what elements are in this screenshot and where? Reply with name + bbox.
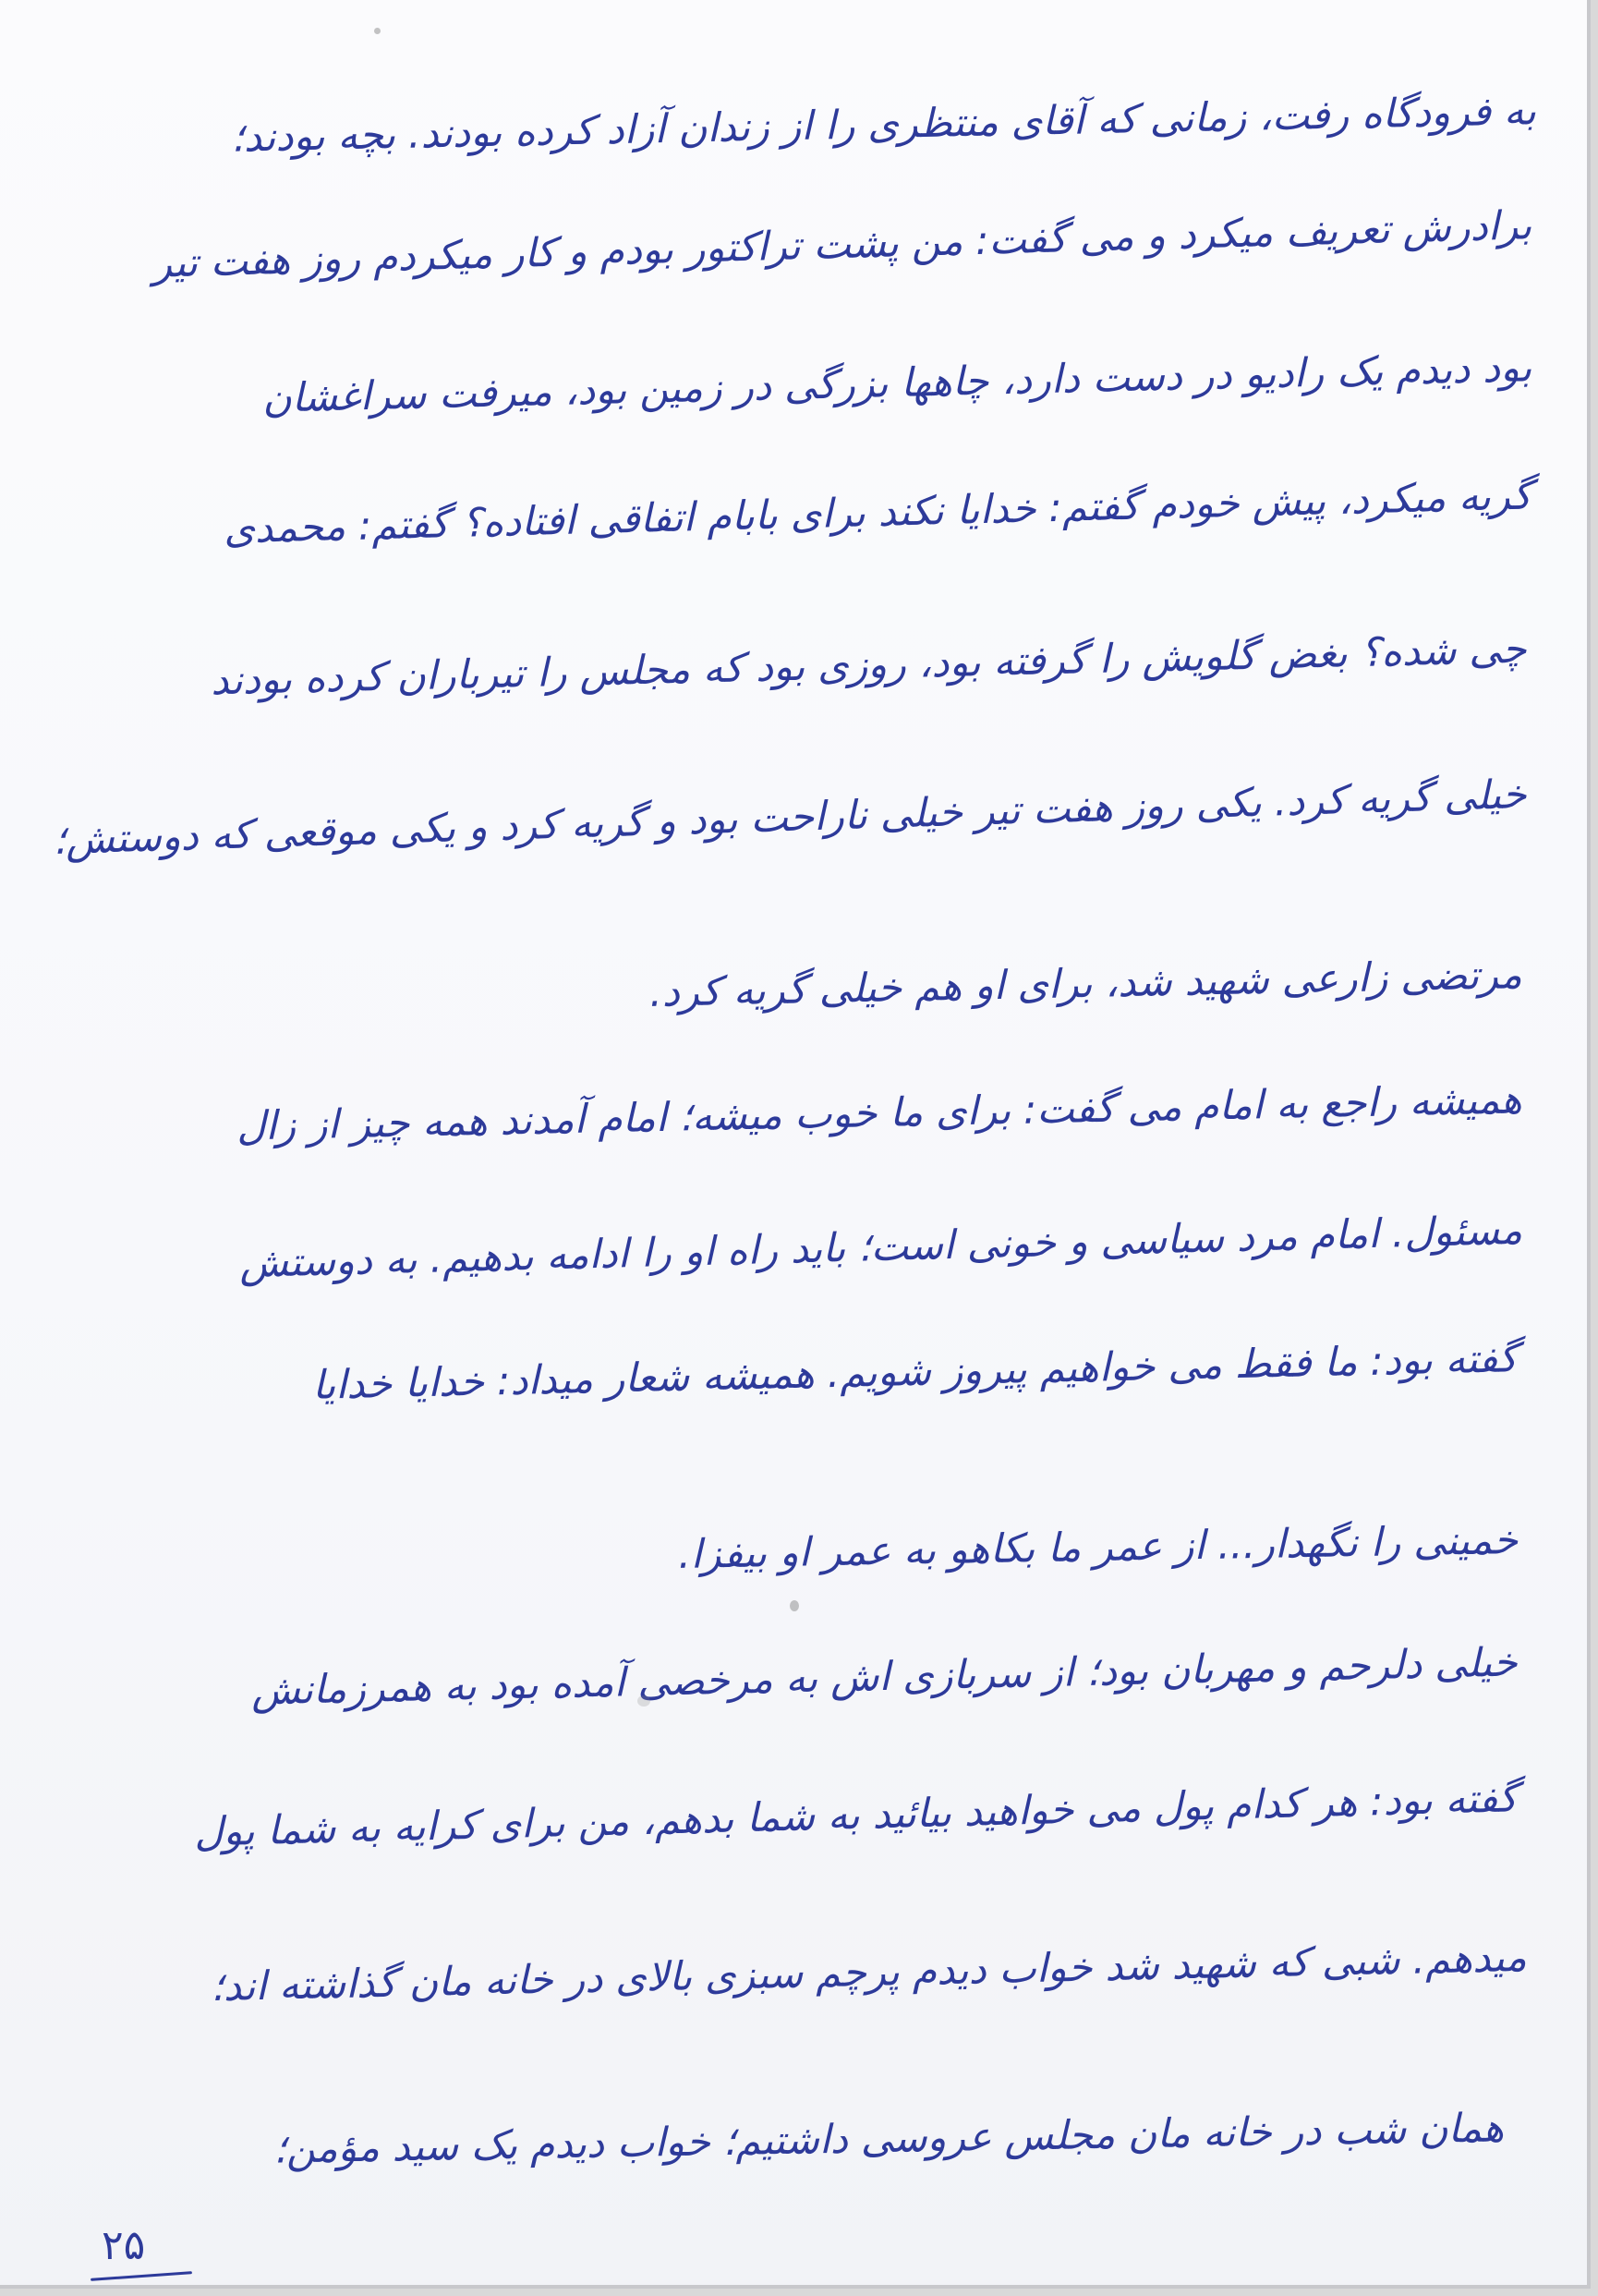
text-line-12: خیلی دلرحم و مهربان بود؛ از سربازی اش به مرخصی آمده بود به همرزمانش [250,1639,1519,1715]
text-line-9: مسئول. امام مرد سیاسی و خونی است؛ باید راه او را ادامه بدهیم. به دوستش [238,1207,1523,1288]
text-line-5: چی شده؟ بغض گلویش را گرفته بود، روزی بود که مجلس را تیرباران کرده بودند [210,626,1528,705]
text-line-10: گفته بود: ما فقط می خواهیم پیروز شویم. همیشه شعار میداد: خدایا خدایا [311,1335,1519,1409]
text-line-4: گریه میکرد، پیش خودم گفتم: خدایا نکند برای بابام اتفاقی افتاده؟ گفتم: محمدی [223,472,1532,553]
text-line-15: همان شب در خانه مان مجلس عروسی داشتیم؛ خواب دیدم یک سید مؤمن؛ [272,2105,1505,2173]
text-line-1: به فرودگاه رفت، زمانی که آقای منتظری را از زندان آزاد کرده بودند. بچه بودند؛ [230,88,1537,162]
text-line-2: برادرش تعریف میکرد و می گفت: من پشت تراکتور بودم و کار میکردم روز هفت تیر [151,202,1532,287]
paper-speck [637,1695,650,1707]
text-line-13: گفته بود: هر کدام پول می خواهید بیائید به شما بدهم، من برای کرایه به شما پول [193,1775,1519,1856]
page-number-underline [91,2271,192,2281]
text-line-11: خمینی را نگهدار... از عمر ما بکاهو به عمر او بیفزا. [677,1517,1519,1578]
text-line-8: همیشه راجع به امام می گفت: برای ما خوب میشه؛ امام آمدند همه چیز از زال [236,1076,1523,1150]
text-line-3: بود دیدم یک رادیو در دست دارد، چاهها بزرگی در زمین بود، میرفت سراغشان [261,345,1532,422]
text-line-6: خیلی گریه کرد. یکی روز هفت تیر خیلی ناراحت بود و گریه کرد و یکی موقعی که دوستش؛ [52,771,1528,865]
text-line-14: میدهم. شبی که شهید شد خواب دیدم پرچم سبزی بالای در خانه مان گذاشته اند؛ [210,1934,1528,2011]
paper-speck [790,1600,799,1611]
text-line-7: مرتضی زارعی شهید شد، برای او هم خیلی گریه کرد. [648,952,1523,1016]
page-number: ۲۵ [102,2222,146,2269]
paper-speck [374,28,381,34]
